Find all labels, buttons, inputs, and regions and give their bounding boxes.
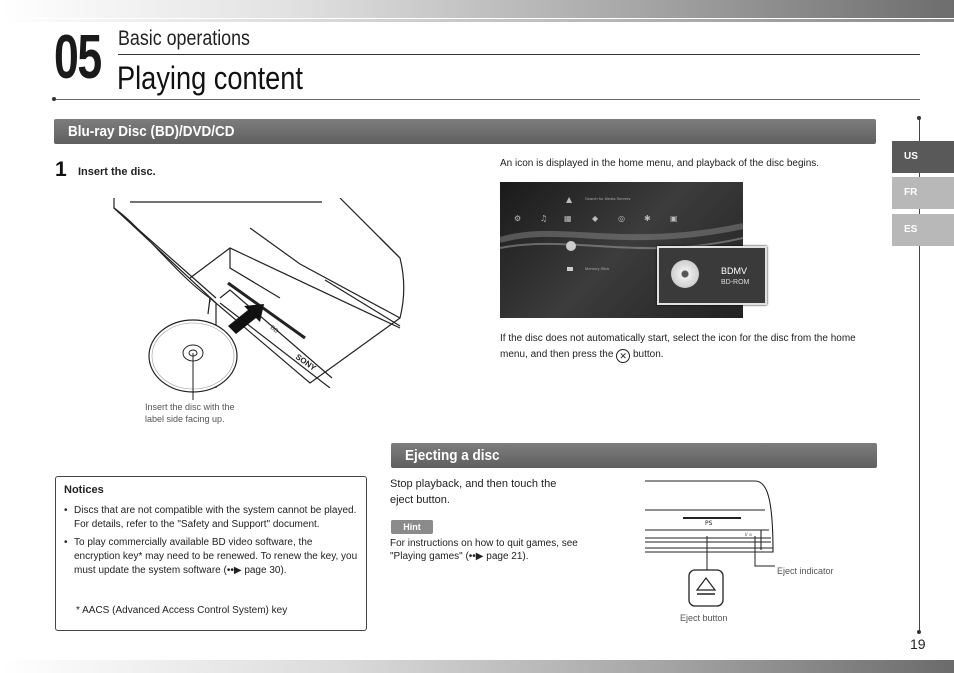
svg-text:▣: ▣ (670, 214, 678, 223)
margin-rule-dot-bottom (917, 630, 921, 634)
disc-icon-zoom (657, 246, 767, 305)
svg-text:SONY: SONY (293, 352, 318, 373)
svg-text:⚙: ⚙ (514, 214, 522, 223)
bdmv-label: BDMV (721, 266, 748, 276)
step-instruction: Insert the disc. (78, 166, 156, 178)
svg-text:✱: ✱ (644, 214, 651, 223)
svg-text:BD: BD (268, 324, 279, 335)
eject-instruction: Stop playback, and then touch the eject button. (390, 478, 557, 506)
hint-badge: Hint (391, 520, 433, 534)
section-heading-bd (54, 119, 876, 144)
svg-text:◎: ◎ (618, 214, 625, 223)
retry-text-a: If the disc does not automatically start, select the icon for the disc from the home menu, and then press the (500, 333, 856, 360)
screen-menu-item-2: Memory Stick (585, 266, 610, 271)
margin-rule-dot-top (917, 116, 921, 120)
header-divider (54, 99, 920, 100)
retry-text-b: button. (632, 349, 664, 360)
bottom-gradient-bar (0, 660, 954, 673)
bd-disc-icon (671, 260, 699, 288)
eject-button-label: Eject button (680, 613, 728, 623)
top-gradient-line (0, 19, 954, 22)
retry-instructions (500, 331, 878, 363)
svg-text:PS: PS (705, 520, 713, 527)
chapter-subtitle: Basic operations (118, 27, 250, 50)
svg-text:I/ ⊙: I/ ⊙ (745, 532, 753, 537)
section-heading-bd-text: Blu-ray Disc (BD)/DVD/CD (68, 123, 235, 140)
notices-list (64, 504, 360, 582)
step-number: 1 (55, 158, 67, 181)
page-title: Playing content (117, 60, 303, 96)
list-item: • Discs that are not compatible with the system cannot be played. For details, refer to the "Safety and Support" document. (64, 504, 360, 532)
cross-button-icon: ✕ (616, 349, 630, 363)
disc-caption: Insert the disc with the label side facing up. (145, 402, 235, 424)
section-heading-eject-text: Ejecting a disc (405, 447, 500, 464)
list-item: • To play commercially available BD video software, the encryption key* may need to be renewed. To renew the key, you must update the system software (••▶ page 30). (64, 536, 360, 578)
screen-menu-item: Search for Media Servers (585, 196, 631, 201)
svg-text:♫: ♫ (540, 214, 548, 223)
chapter-number: 05 (54, 23, 101, 92)
notices-title: Notices (64, 484, 104, 496)
notices-box (55, 476, 367, 631)
notices-footnote: * AACS (Advanced Access Control System) key (76, 605, 288, 616)
chapter-rule (118, 54, 920, 55)
svg-text:▦: ▦ (564, 214, 572, 223)
svg-text:▲: ▲ (566, 195, 573, 204)
hint-text: For instructions on how to quit games, see "Playing games" (••▶ page 21). (390, 538, 578, 562)
tab-fr[interactable]: FR (892, 177, 954, 209)
eject-indicator-label: Eject indicator (777, 566, 834, 576)
home-menu-intro: An icon is displayed in the home menu, and playback of the disc begins. (500, 158, 820, 169)
tab-us[interactable]: US (892, 141, 954, 173)
section-heading-eject (391, 443, 877, 468)
console-front-illustration (645, 478, 775, 610)
bdrom-label: BD-ROM (721, 279, 750, 286)
svg-text:◆: ◆ (592, 214, 599, 223)
disc-icon (146, 318, 242, 400)
tab-es[interactable]: ES (892, 214, 954, 246)
top-gradient-bar (0, 0, 954, 18)
header-divider-dot (52, 97, 56, 101)
page-number: 19 (910, 636, 926, 652)
